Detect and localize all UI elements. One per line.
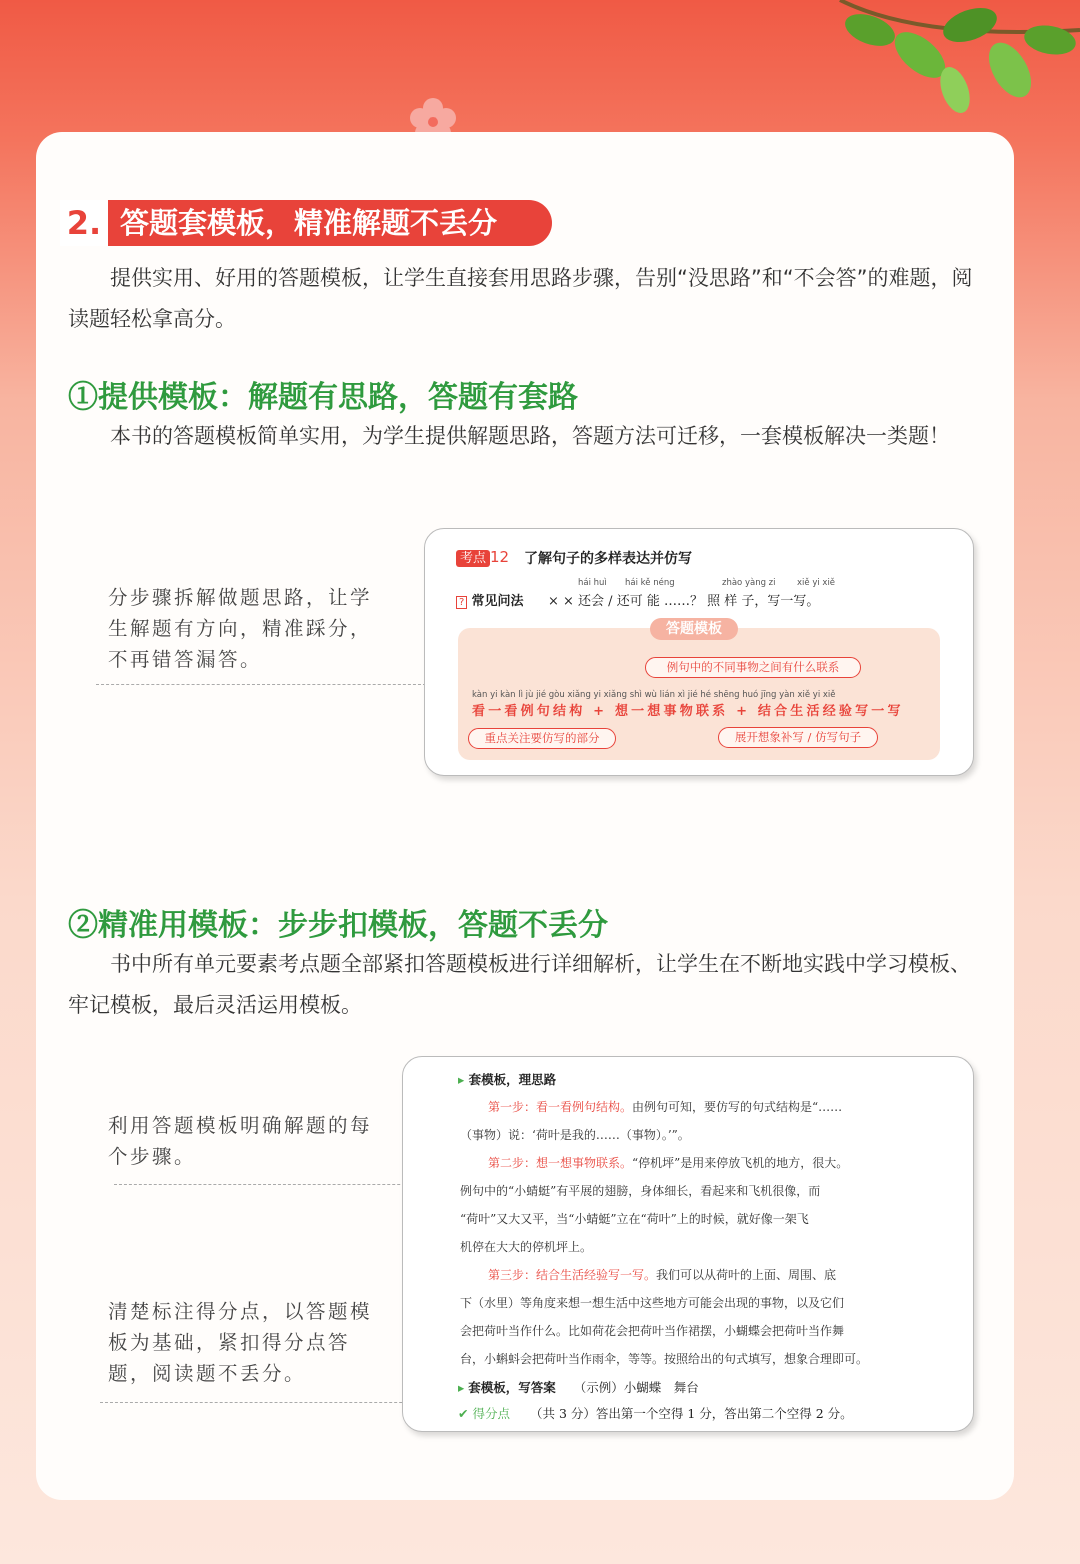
kaodian-label	[456, 547, 509, 566]
step2-cont: “荷叶”又大又平，当“小蜻蜓”立在“荷叶”上的时候，就好像一架飞	[460, 1212, 809, 1226]
step2-cont: 例句中的“小蜻蜓”有平展的翅膀，身体细长，看起来和飞机很像，而	[460, 1184, 821, 1198]
leader-line	[96, 684, 426, 685]
step2-cont: 机停在大大的停机坪上。	[460, 1240, 593, 1254]
section-heading	[60, 200, 552, 246]
score-label: 得分点	[472, 1406, 510, 1421]
imagine-pill: 展开想象补写 / 仿写句子	[718, 727, 878, 748]
section2-title: ②精准用模板：步步扣模板，答题不丢分	[68, 908, 608, 943]
link-pill: 例句中的不同事物之间有什么联系	[645, 657, 861, 678]
heading-text: 答题套模板，精准解题不丢分	[120, 206, 498, 240]
step2-text: “停机坪”是用来停放飞机的地方，很大。	[632, 1156, 849, 1170]
formula-text: 看一看例句结构 + 想一想事物联系 + 结合生活经验写一写	[472, 704, 904, 719]
leader-line	[100, 1402, 452, 1403]
step3-cont: 下（水里）等角度来想一想生活中这些地方可能会出现的事物，以及它们	[460, 1296, 845, 1310]
ask-label: 常见问法	[471, 594, 524, 609]
head-answer-label: 套模板，写答案	[468, 1380, 556, 1395]
section1-title: ①提供模板：解题有思路，答题有套路	[68, 380, 578, 415]
question-icon: ?	[456, 596, 467, 609]
head-think-label: 套模板，理思路	[468, 1072, 557, 1087]
template-badge: 答题模板	[650, 618, 738, 640]
step2-label: 第二步：想一想事物联系。	[488, 1156, 633, 1170]
step3-row	[488, 1266, 836, 1283]
heading-number: 2.	[60, 200, 108, 246]
step1-cont: （事物）说：‘荷叶是我的……（事物）。’”。	[460, 1128, 690, 1142]
ask-text: × × 还会 / 还可 能 ……？ 照 样 子，写一写。	[548, 594, 820, 609]
step2-row	[488, 1154, 848, 1171]
section1-desc: 本书的答题模板简单实用，为学生提供解题思路，答题方法可迁移，一套模板解决一类题！	[110, 424, 950, 448]
step1-row	[488, 1098, 842, 1115]
check-icon: ✔	[458, 1406, 469, 1421]
kaodian-tag: 考点	[456, 550, 490, 567]
arrow-icon: ▸	[458, 1072, 465, 1087]
kaodian-number: 12	[490, 548, 510, 566]
kaodian-title: 了解句子的多样表达并仿写	[524, 551, 692, 567]
section2-desc: 书中所有单元要素考点题全部紧扣答题模板进行详细解析，让学生在不断地实践中学习模板、牢记模板，最后灵活运用模板。	[68, 952, 971, 1017]
step3-label: 第三步：结合生活经验写一写。	[488, 1268, 657, 1282]
formula-pinyin: kàn yi kàn lì jù jié gòu xiǎng yi xiǎng shì wù lián xì jié hé shēng huó jīng yàn xiě yi xiě	[472, 690, 836, 700]
score-text: （共 3 分）答出第一个空得 1 分，答出第二个空得 2 分。	[529, 1406, 853, 1421]
step1-label: 第一步：看一看例句结构。	[488, 1100, 633, 1114]
section1-note: 分步骤拆解做题思路，让学生解题有方向，精准踩分，不再错答漏答。	[108, 586, 373, 671]
score-row	[458, 1404, 853, 1422]
leaves-decoration	[780, 0, 1080, 120]
step1-text: 由例句可知，要仿写的句式结构是“……	[632, 1100, 843, 1114]
step3-cont: 台，小蝌蚪会把荷叶当作雨伞，等等。按照给出的句式填写，想象合理即可。	[460, 1352, 869, 1366]
pinyin: hái huì	[578, 578, 607, 588]
section2-note2: 清楚标注得分点，以答题模板为基础，紧扣得分点答题，阅读题不丢分。	[108, 1300, 373, 1385]
head-think	[458, 1070, 556, 1088]
step3-cont: 会把荷叶当作什么。比如荷花会把荷叶当作裙摆，小蝴蝶会把荷叶当作舞	[460, 1324, 845, 1338]
arrow-icon: ▸	[458, 1380, 465, 1395]
step3-text: 我们可以从荷叶的上面、周围、底	[656, 1268, 837, 1282]
pinyin: hái kě néng	[625, 578, 675, 588]
intro-paragraph: 提供实用、好用的答题模板，让学生直接套用思路步骤，告别“没思路”和“不会答”的难题，阅读题轻松拿高分。	[68, 266, 973, 331]
section2-note1: 利用答题模板明确解题的每个步骤。	[108, 1114, 373, 1168]
pinyin: zhào yàng zi	[722, 578, 776, 588]
ask-row	[456, 590, 523, 609]
answer-text: （示例）小蝴蝶 舞台	[573, 1380, 699, 1395]
head-answer	[458, 1378, 699, 1396]
focus-pill: 重点关注要仿写的部分	[468, 728, 616, 749]
leader-line	[114, 1184, 430, 1185]
pinyin: xiě yi xiě	[797, 578, 836, 588]
